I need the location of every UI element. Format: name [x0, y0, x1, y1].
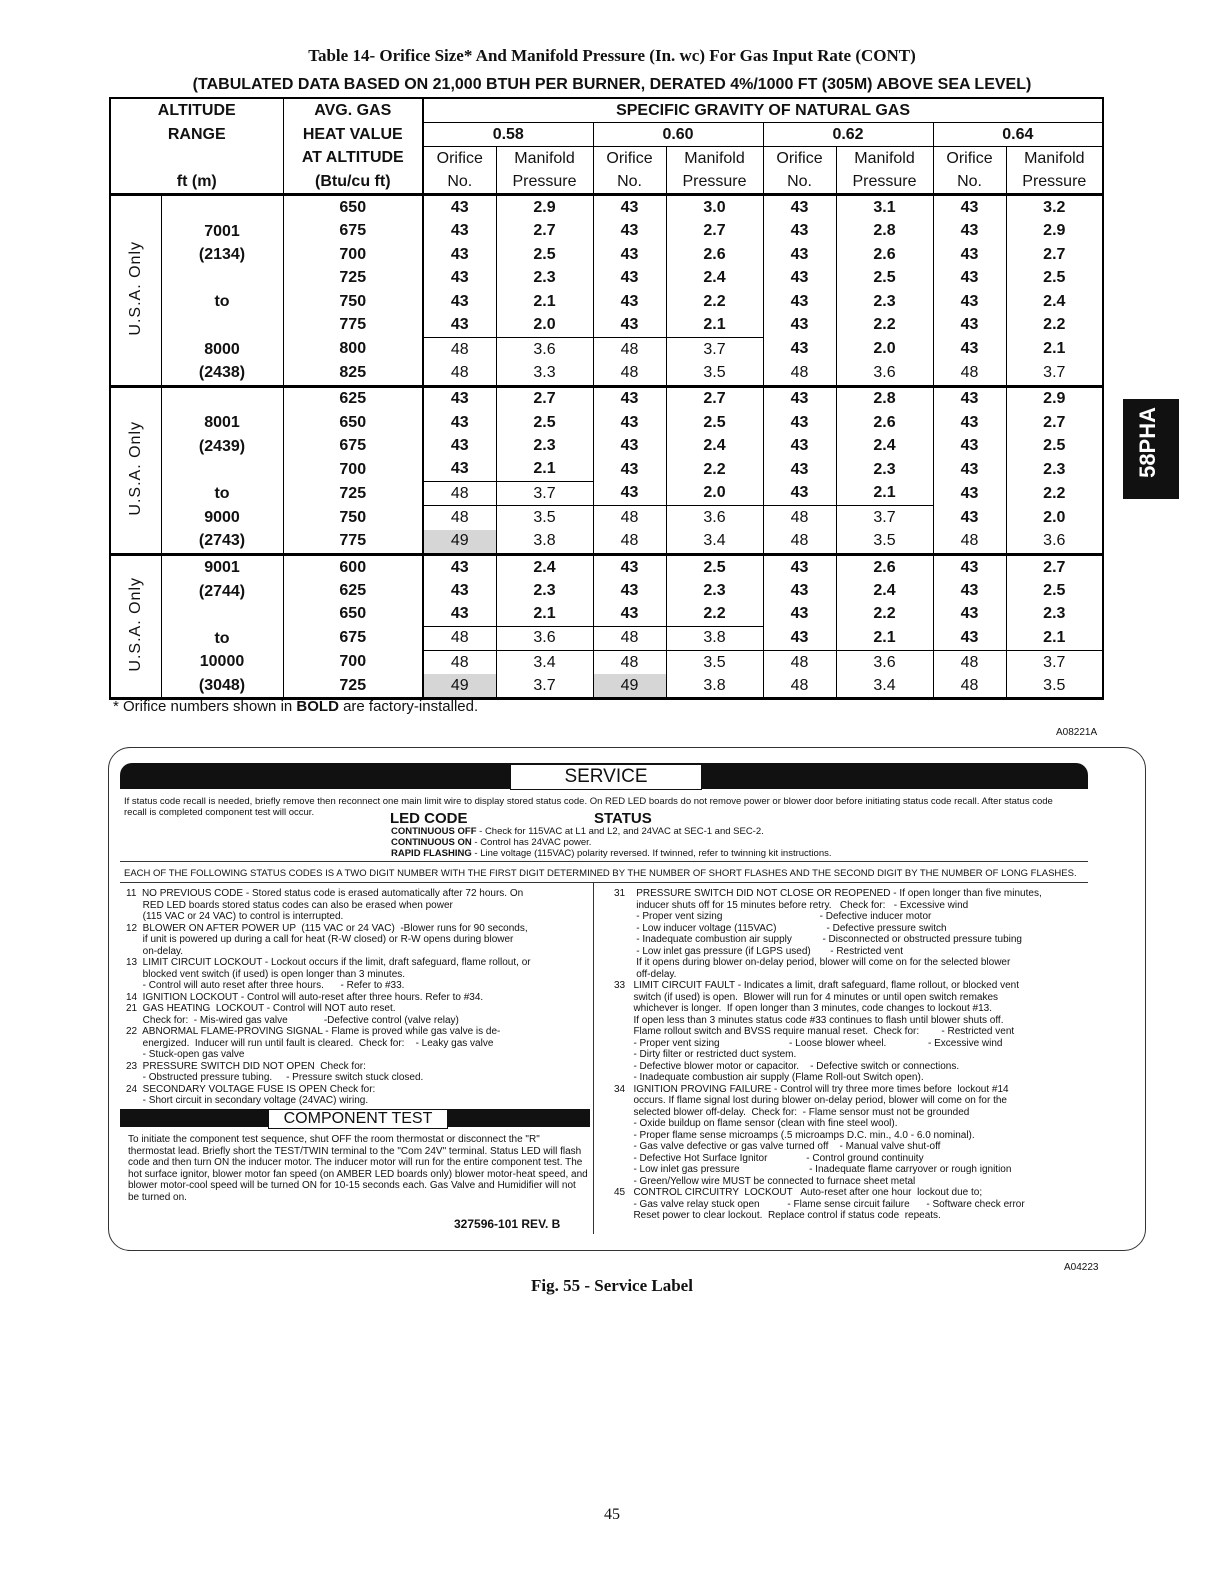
altitude-line: to: [214, 629, 230, 647]
heat-value-cell: 700: [283, 458, 423, 482]
altitude-line: 10000: [199, 653, 245, 671]
manifold-cell: 2.7: [1006, 243, 1103, 266]
orifice-cell: 43: [933, 337, 1006, 361]
manifold-cell: 3.4: [666, 530, 763, 555]
orifice-cell: 43: [763, 386, 836, 411]
heat-value-cell: 650: [283, 411, 423, 434]
orifice-cell: 48: [933, 361, 1006, 386]
manifold-cell: 3.5: [1006, 674, 1103, 699]
gravity-header: 0.62: [763, 123, 933, 147]
orifice-cell: 43: [593, 434, 666, 457]
heat-value-cell: 725: [283, 481, 423, 505]
region-text: U.S.A. Only: [126, 576, 144, 672]
manifold-cell: 2.0: [1006, 506, 1103, 530]
orifice-cell: 43: [933, 626, 1006, 650]
orifice-cell: 48: [763, 530, 836, 555]
no-header: No.: [423, 170, 496, 195]
manifold-cell: 2.3: [496, 266, 593, 289]
pressure-header: Pressure: [666, 170, 763, 195]
table-title: Table 14- Orifice Size* And Manifold Pressure (In. wc) For Gas Input Rate (CONT): [308, 46, 916, 65]
orifice-table: [109, 97, 1104, 700]
manifold-cell: 2.6: [836, 554, 933, 579]
manifold-cell: 2.3: [1006, 602, 1103, 626]
table-body: [110, 98, 1103, 699]
header-row: [110, 123, 1103, 147]
orifice-cell: 43: [763, 290, 836, 313]
led-code-heading: LED CODE: [390, 810, 468, 827]
avg-gas-header: AVG. GAS: [283, 98, 423, 123]
manifold-header: Manifold: [836, 147, 933, 171]
orifice-cell: 48: [763, 674, 836, 699]
status-codes-note: EACH OF THE FOLLOWING STATUS CODES IS A TWO DIGIT NUMBER WITH THE FIRST DIGIT DETERMINED BY THE NUMBER OF SHORT FLASHES AND THE SECOND DIGIT BY THE NUMBER OF LONG FLASHES.: [124, 868, 1077, 879]
manifold-cell: 2.7: [666, 386, 763, 411]
label-code: A04223: [1064, 1262, 1099, 1273]
orifice-cell: 43: [763, 337, 836, 361]
altitude-line: [162, 459, 283, 483]
orifice-cell: 43: [933, 602, 1006, 626]
orifice-cell: 43: [933, 266, 1006, 289]
heat-value-cell: 675: [283, 626, 423, 650]
manifold-cell: 2.4: [836, 579, 933, 602]
manifold-cell: 3.0: [666, 195, 763, 220]
manifold-cell: 2.5: [666, 554, 763, 579]
manifold-cell: 3.7: [496, 481, 593, 505]
manifold-cell: 2.6: [836, 411, 933, 434]
orifice-cell: 43: [763, 411, 836, 434]
manifold-cell: 3.7: [496, 674, 593, 699]
manifold-cell: 2.1: [666, 313, 763, 337]
manifold-cell: 2.4: [836, 434, 933, 457]
manifold-cell: 3.4: [496, 650, 593, 674]
manifold-cell: 2.8: [836, 219, 933, 242]
orifice-cell: 49: [423, 674, 496, 699]
manifold-cell: 3.2: [1006, 195, 1103, 220]
manifold-cell: 2.5: [496, 243, 593, 266]
manifold-cell: 3.1: [836, 195, 933, 220]
manifold-cell: 2.5: [496, 411, 593, 434]
orifice-cell: 48: [593, 530, 666, 555]
region-text: U.S.A. Only: [126, 240, 144, 336]
heat-value-cell: 650: [283, 195, 423, 220]
orifice-cell: 48: [423, 626, 496, 650]
table-row: [110, 386, 1103, 411]
gravity-header: 0.60: [593, 123, 763, 147]
altitude-line: 8000: [204, 340, 240, 358]
table-subtitle: (TABULATED DATA BASED ON 21,000 BTUH PER BURNER, DERATED 4%/1000 FT (305M) ABOVE SEA LEVEL): [192, 76, 1032, 93]
region-label: [110, 386, 161, 554]
orifice-cell: 48: [593, 650, 666, 674]
orifice-cell: 43: [933, 195, 1006, 220]
status-codes-right: 31 PRESSURE SWITCH DID NOT CLOSE OR REOPENED - If open longer than five minutes, inducer shuts off for 15 minutes before retry. Check for: - Excessive wind - Proper vent sizing - Defective inducer motor - Low inducer voltage (115VAC) - Defective pressure switch - Inadequate combustion air supply - Disconnected or obstructed pressure tubing - Low inlet gas pressure (if LGPS used) - Restricted vent If it opens during blower on-delay period, blower will come on for the selected blower off-delay. 33 LIMIT CIRCUIT FAULT - Indicates a limit, draft safeguard, flame rollout, or blocked vent switch (if used) is open. Blower will run for 4 minutes or until open switch remakes whichever is longer. If open longer than 3 minutes, code changes to lockout #13. If open less than 3 minutes status code #33 continues to flash until blower shuts off. Flame rollout switch and BVSS require manual reset. Check for: - Restricted vent - Proper vent sizing - Loose blower wheel. - Excessive wind - Dirty filter or restricted duct system. - Defective blower motor or capacitor. - Defective switch or connections. - Inadequate combustion air supply (Flame Roll-out Switch open). 34 IGNITION PROVING FAILURE - Control will try three more times before lockout #14 occurs. If flame signal lost during blower on-delay period, blower will come on for the selected blower off-delay. Check for: - Flame sensor must not be grounded - Oxide buildup on flame sensor (clean with fine steel wool). - Proper flame sense microamps (.5 microamps D.C. min., 4.0 - 6.0 nominal). - Gas valve defective or gas valve turned off - Manual valve shut-off - Defective Hot Surface Ignitor - Control ground continuity - Low inlet gas pressure - Inadequate flame carryover or rough ignition - Green/Yellow wire MUST be connected to furnace sheet metal 45 CONTROL CIRCUITRY LOCKOUT Auto-reset after one hour lockout due to; - Gas valve relay stuck open - Flame sense circuit failure - Software check error Reset power to clear lockout. Replace control if status code repeats.: [614, 888, 1042, 1221]
manifold-cell: 2.5: [666, 411, 763, 434]
orifice-cell: 48: [763, 361, 836, 386]
manifold-cell: 2.2: [666, 290, 763, 313]
orifice-cell: 43: [423, 602, 496, 626]
orifice-cell: 43: [763, 195, 836, 220]
manifold-cell: 3.7: [1006, 361, 1103, 386]
manifold-cell: 2.4: [666, 434, 763, 457]
orifice-cell: 43: [933, 386, 1006, 411]
altitude-line: to: [214, 485, 230, 503]
orifice-cell: 43: [593, 554, 666, 579]
orifice-cell: 43: [933, 458, 1006, 482]
status-codes-left: 11 NO PREVIOUS CODE - Stored status code is erased automatically after 72 hours. On RED LED boards stored status codes can also be erased when power (115 VAC or 24 VAC) to control is interrupted. 12 BLOWER ON AFTER POWER UP (115 VAC or 24 VAC) -Blower runs for 90 seconds, if unit is powered up during a call for heat (R-W closed) or R-W opens during blower on-delay. 13 LIMIT CIRCUIT LOCKOUT - Lockout occurs if the limit, draft safeguard, flame rollout, or blocked vent switch (if used) is open longer than 3 minutes. - Control will auto reset after three hours. - Refer to #33. 14 IGNITION LOCKOUT - Control will auto-reset after three hours. Refer to #34. 21 GAS HEATING LOCKOUT - Control will NOT auto reset. Check for: - Mis-wired gas valve -Defective control (valve relay) 22 ABNORMAL FLAME-PROVING SIGNAL - Flame is proved while gas valve is de- energized. Inducer will run until fault is cleared. Check for: - Leaky gas valve - Stuck-open gas valve 23 PRESSURE SWITCH DID NOT OPEN Check for: - Obstructed pressure tubing. - Pressure switch stuck closed. 24 SECONDARY VOLTAGE FUSE IS OPEN Check for: - Short circuit in secondary voltage (24VAC) wiring.: [126, 888, 531, 1106]
orifice-cell: 43: [763, 626, 836, 650]
orifice-cell: 43: [933, 434, 1006, 457]
manifold-cell: 3.6: [496, 626, 593, 650]
pressure-header: Pressure: [836, 170, 933, 195]
heat-value-cell: 700: [283, 650, 423, 674]
manifold-header: Manifold: [496, 147, 593, 171]
orifice-cell: 43: [593, 195, 666, 220]
orifice-cell: 43: [593, 458, 666, 482]
manifold-cell: 2.3: [496, 434, 593, 457]
orifice-cell: 48: [423, 361, 496, 386]
ftm-header: ft (m): [110, 170, 283, 195]
altitude-line: [162, 196, 283, 220]
orifice-cell: 48: [933, 530, 1006, 555]
orifice-cell: 43: [763, 313, 836, 337]
header-row: [110, 147, 1103, 171]
component-test-title: COMPONENT TEST: [268, 1109, 448, 1129]
orifice-cell: 49: [423, 530, 496, 555]
manifold-cell: 2.6: [666, 243, 763, 266]
altitude-line: [162, 603, 283, 627]
manifold-cell: 2.3: [1006, 458, 1103, 482]
manifold-cell: 2.8: [836, 386, 933, 411]
altitude-range: [161, 554, 283, 699]
manifold-cell: 3.5: [496, 506, 593, 530]
manifold-cell: 2.7: [1006, 411, 1103, 434]
manifold-cell: 3.6: [666, 506, 763, 530]
orifice-cell: 43: [593, 386, 666, 411]
manifold-cell: 2.7: [666, 219, 763, 242]
manifold-cell: 2.3: [836, 458, 933, 482]
orifice-cell: 43: [423, 266, 496, 289]
pressure-header: Pressure: [1006, 170, 1103, 195]
orifice-cell: 43: [423, 219, 496, 242]
manifold-cell: 2.4: [666, 266, 763, 289]
manifold-cell: 3.6: [836, 361, 933, 386]
manifold-cell: 2.3: [666, 579, 763, 602]
manifold-cell: 2.0: [496, 313, 593, 337]
heat-value-cell: 750: [283, 290, 423, 313]
orifice-cell: 43: [593, 411, 666, 434]
footnote: * Orifice numbers shown in BOLD are factory-installed.: [113, 698, 479, 715]
heat-value-cell: 725: [283, 674, 423, 699]
altitude-line: [162, 267, 283, 291]
heat-value-cell: 600: [283, 554, 423, 579]
manifold-cell: 2.9: [1006, 219, 1103, 242]
orifice-cell: 43: [593, 290, 666, 313]
altitude-line: (2438): [198, 364, 246, 382]
orifice-cell: 43: [933, 579, 1006, 602]
service-title: SERVICE: [510, 764, 702, 790]
page-number: 45: [604, 1506, 620, 1523]
orifice-cell: 43: [933, 243, 1006, 266]
continuous-on: CONTINUOUS ON - Control has 24VAC power.: [391, 837, 592, 848]
orifice-cell: 43: [763, 434, 836, 457]
orifice-header: Orifice: [423, 147, 496, 171]
heat-value-cell: 625: [283, 579, 423, 602]
orifice-cell: 43: [763, 266, 836, 289]
gravity-header: 0.58: [423, 123, 593, 147]
manifold-cell: 3.5: [836, 530, 933, 555]
header-row: [110, 170, 1103, 195]
orifice-cell: 43: [423, 411, 496, 434]
manifold-cell: 2.2: [1006, 481, 1103, 505]
altitude-line: to: [214, 293, 230, 311]
divider: [120, 882, 1088, 883]
manifold-cell: 3.4: [836, 674, 933, 699]
manifold-cell: 3.5: [666, 361, 763, 386]
orifice-header: Orifice: [593, 147, 666, 171]
blank: [110, 147, 283, 171]
manifold-cell: 2.1: [496, 458, 593, 482]
heat-value-cell: 725: [283, 266, 423, 289]
gravity-header: 0.64: [933, 123, 1103, 147]
heat-value-cell: 825: [283, 361, 423, 386]
orifice-cell: 43: [933, 481, 1006, 505]
manifold-cell: 2.7: [1006, 554, 1103, 579]
heat-value-cell: 625: [283, 386, 423, 411]
range-header: RANGE: [110, 123, 283, 147]
orifice-cell: 43: [763, 481, 836, 505]
orifice-cell: 43: [593, 313, 666, 337]
status-heading: STATUS: [594, 810, 652, 827]
orifice-cell: 49: [593, 674, 666, 699]
altitude-line: (2744): [198, 582, 246, 600]
manifold-cell: 3.7: [1006, 650, 1103, 674]
manifold-cell: 3.6: [836, 650, 933, 674]
orifice-cell: 48: [423, 481, 496, 505]
at-altitude-header: AT ALTITUDE: [283, 147, 423, 171]
altitude-header: ALTITUDE: [110, 98, 283, 123]
manifold-header: Manifold: [666, 147, 763, 171]
altitude-line: (2439): [198, 437, 246, 455]
orifice-cell: 43: [933, 554, 1006, 579]
specific-gravity-header: SPECIFIC GRAVITY OF NATURAL GAS: [423, 98, 1103, 123]
service-intro: If status code recall is needed, briefly remove then reconnect one main limit wire to display stored status code. On RED LED boards do not remove power or blower door before initiating status code recall. After status code recall is completed component test will occur.: [124, 796, 1053, 819]
manifold-cell: 2.9: [1006, 386, 1103, 411]
manifold-cell: 2.7: [496, 386, 593, 411]
heat-value-cell: 650: [283, 602, 423, 626]
orifice-cell: 43: [593, 243, 666, 266]
orifice-cell: 48: [423, 337, 496, 361]
manifold-cell: 2.5: [1006, 266, 1103, 289]
manifold-cell: 2.3: [836, 290, 933, 313]
manifold-header: Manifold: [1006, 147, 1103, 171]
altitude-line: [162, 314, 283, 338]
section-tab: 58PHA: [1123, 399, 1179, 499]
manifold-cell: 3.8: [496, 530, 593, 555]
orifice-cell: 48: [763, 650, 836, 674]
orifice-cell: 43: [423, 579, 496, 602]
altitude-line: 9001: [204, 558, 240, 576]
manifold-cell: 2.2: [836, 602, 933, 626]
component-test-text: To initiate the component test sequence, shut OFF the room thermostat or disconnect the "R" thermostat lead. Briefly short the TEST/TWIN terminal to the "Com 24V" terminal. Status LED will flash code and then turn ON the inducer motor. The inducer motor will run for the entire component test. The hot surface ignitor, blower motor fan speed (on AMBER LED boards only) blower motor-heat speed, and blower motor-cool speed will be turned ON for 10-15 seconds each. Gas Valve and Humidifier will not be turned on.: [128, 1134, 588, 1203]
orifice-cell: 43: [763, 579, 836, 602]
orifice-cell: 43: [593, 602, 666, 626]
orifice-header: Orifice: [763, 147, 836, 171]
manifold-cell: 2.1: [1006, 626, 1103, 650]
manifold-cell: 2.9: [496, 195, 593, 220]
altitude-line: (2134): [198, 246, 246, 264]
column-divider: [593, 882, 594, 1234]
altitude-range: [161, 386, 283, 554]
table-row: [110, 195, 1103, 220]
orifice-cell: 48: [423, 506, 496, 530]
orifice-cell: 48: [593, 337, 666, 361]
heat-value-header: HEAT VALUE: [283, 123, 423, 147]
orifice-cell: 43: [933, 411, 1006, 434]
manifold-cell: 3.5: [666, 650, 763, 674]
manifold-cell: 2.2: [1006, 313, 1103, 337]
divider: [120, 861, 1088, 862]
orifice-cell: 43: [763, 602, 836, 626]
manifold-cell: 3.6: [1006, 530, 1103, 555]
heat-value-cell: 675: [283, 434, 423, 457]
altitude-line: 7001: [204, 222, 240, 240]
orifice-cell: 43: [423, 386, 496, 411]
orifice-cell: 43: [423, 243, 496, 266]
orifice-cell: 43: [423, 434, 496, 457]
region-text: U.S.A. Only: [126, 420, 144, 516]
orifice-cell: 43: [763, 243, 836, 266]
manifold-cell: 2.5: [836, 266, 933, 289]
orifice-cell: 43: [763, 219, 836, 242]
figure-caption: Fig. 55 - Service Label: [531, 1276, 693, 1295]
manifold-cell: 2.2: [666, 602, 763, 626]
manifold-cell: 3.3: [496, 361, 593, 386]
rapid-flashing: RAPID FLASHING - Line voltage (115VAC) polarity reversed. If twinned, refer to twinning kit instructions.: [391, 848, 832, 859]
orifice-cell: 43: [423, 195, 496, 220]
orifice-cell: 48: [933, 650, 1006, 674]
orifice-cell: 48: [763, 506, 836, 530]
manifold-cell: 2.0: [836, 337, 933, 361]
manifold-cell: 2.5: [1006, 434, 1103, 457]
no-header: No.: [763, 170, 836, 195]
manifold-cell: 2.3: [496, 579, 593, 602]
manifold-cell: 2.5: [1006, 579, 1103, 602]
manifold-cell: 3.8: [666, 626, 763, 650]
no-header: No.: [593, 170, 666, 195]
orifice-cell: 43: [423, 290, 496, 313]
manifold-cell: 2.2: [836, 313, 933, 337]
header-row: [110, 98, 1103, 123]
manifold-cell: 2.4: [496, 554, 593, 579]
manifold-cell: 3.8: [666, 674, 763, 699]
altitude-line: (3048): [198, 676, 246, 694]
figure-code: A08221A: [1056, 727, 1098, 738]
manifold-cell: 2.6: [836, 243, 933, 266]
orifice-cell: 43: [593, 579, 666, 602]
orifice-cell: 43: [423, 458, 496, 482]
altitude-line: (2743): [198, 532, 246, 550]
manifold-cell: 2.1: [1006, 337, 1103, 361]
manifold-cell: 2.1: [836, 626, 933, 650]
continuous-off: CONTINUOUS OFF - Check for 115VAC at L1 and L2, and 24VAC at SEC-1 and SEC-2.: [391, 826, 764, 837]
orifice-cell: 43: [423, 313, 496, 337]
region-label: [110, 195, 161, 387]
orifice-cell: 43: [933, 313, 1006, 337]
heat-value-cell: 700: [283, 243, 423, 266]
heat-value-cell: 675: [283, 219, 423, 242]
table-row: [110, 554, 1103, 579]
altitude-line: [162, 388, 283, 412]
manifold-cell: 2.4: [1006, 290, 1103, 313]
orifice-header: Orifice: [933, 147, 1006, 171]
orifice-cell: 43: [933, 506, 1006, 530]
orifice-cell: 43: [593, 481, 666, 505]
orifice-cell: 43: [593, 219, 666, 242]
heat-value-cell: 750: [283, 506, 423, 530]
altitude-line: 8001: [204, 414, 240, 432]
orifice-cell: 43: [423, 554, 496, 579]
no-header: No.: [933, 170, 1006, 195]
manifold-cell: 2.1: [836, 481, 933, 505]
manifold-cell: 3.7: [836, 506, 933, 530]
orifice-cell: 48: [593, 626, 666, 650]
orifice-cell: 48: [423, 650, 496, 674]
orifice-cell: 43: [593, 266, 666, 289]
manifold-cell: 2.0: [666, 481, 763, 505]
pressure-header: Pressure: [496, 170, 593, 195]
region-label: [110, 554, 161, 699]
heat-value-cell: 775: [283, 313, 423, 337]
altitude-line: 9000: [204, 508, 240, 526]
orifice-cell: 43: [763, 458, 836, 482]
btu-header: (Btu/cu ft): [283, 170, 423, 195]
orifice-cell: 43: [933, 290, 1006, 313]
manifold-cell: 2.2: [666, 458, 763, 482]
heat-value-cell: 800: [283, 337, 423, 361]
manifold-cell: 2.1: [496, 290, 593, 313]
orifice-cell: 48: [593, 506, 666, 530]
altitude-range: [161, 195, 283, 387]
orifice-cell: 48: [593, 361, 666, 386]
orifice-cell: 48: [933, 674, 1006, 699]
heat-value-cell: 775: [283, 530, 423, 555]
orifice-cell: 43: [933, 219, 1006, 242]
manifold-cell: 3.7: [666, 337, 763, 361]
part-number: 327596-101 REV. B: [454, 1217, 561, 1231]
orifice-cell: 43: [763, 554, 836, 579]
manifold-cell: 2.7: [496, 219, 593, 242]
manifold-cell: 3.6: [496, 337, 593, 361]
manifold-cell: 2.1: [496, 602, 593, 626]
